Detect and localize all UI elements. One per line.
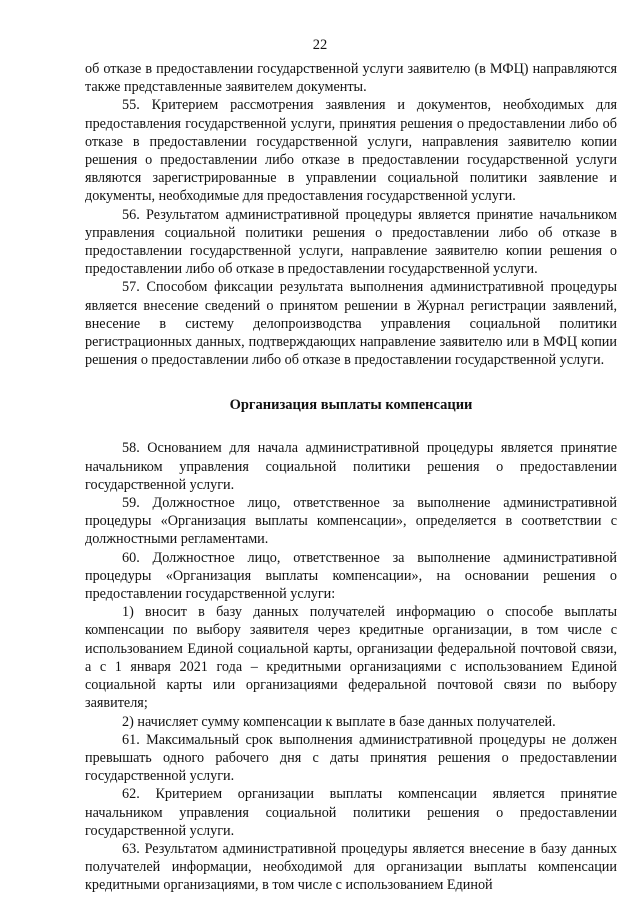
paragraph-57: 57. Способом фиксации результата выполнения административной процедуры является внесение сведений о принятом решении в Журнал регистрации заявлений, внесение в систему делопроизводства управления социальной политики регистрационных данных, подтверждающих направление заявителю или в МФЦ копии решения о предоставлении либо об отказе в предоставлении государственной услуги.	[85, 279, 617, 369]
paragraph-61: 61. Максимальный срок выполнения административной процедуры не должен превышать одного рабочего дня с даты принятия решения о предоставлении государственной услуги.	[85, 731, 617, 785]
paragraph-63: 63. Результатом административной процедуры является внесение в базу данных получателей информации, необходимой для организации выплаты компенсации кредитными организациями, в том числе с использованием Единой	[85, 840, 617, 894]
paragraph-62: 62. Критерием организации выплаты компенсации является принятие начальником управления социальной политики решения о предоставлении государственной услуги.	[85, 786, 617, 839]
paragraph-continuation: об отказе в предоставлении государственной услуги заявителю (в МФЦ) направляются также представленные заявителем документы.	[85, 61, 617, 96]
list-item-2: 2) начисляет сумму компенсации к выплате в базе данных получателей.	[122, 713, 556, 730]
list-item-1: 1) вносит в базу данных получателей информацию о способе выплаты компенсации по выбору заявителя через кредитные организации, в том числе с использованием Единой социальной карты, организации федеральной почтовой связи, а с 1 января 2021 года – кредитными организациями с использованием Единой социальной карты или организациями федеральной почтовой связи по выбору заявителя;	[85, 604, 617, 712]
paragraph-56: 56. Результатом административной процедуры является принятие начальником управления социальной политики решения о предоставлении либо об отказе в предоставлении государственной услуги, направление заявителю копии решения о предоставлении либо об отказе в предоставлении государственной услуги.	[85, 206, 617, 278]
paragraph-58: 58. Основанием для начала административной процедуры является принятие начальником управления социальной политики решения о предоставлении государственной услуги.	[85, 440, 617, 493]
paragraph-60: 60. Должностное лицо, ответственное за выполнение административной процедуры «Организация выплаты компенсации», на основании решения о предоставлении государственной услуги:	[85, 549, 617, 603]
document-body	[85, 60, 617, 895]
paragraph-55: 55. Критерием рассмотрения заявления и документов, необходимых для предоставления государственной услуги, принятия решения о предоставлении либо об отказе в предоставлении государственной услуги, направления заявителю копии решения о предоставлении либо отказе в предоставлении государственной услуги являются зарегистрированные в управлении социальной политики заявление и документы, необходимые для предоставления государственной услуги.	[85, 97, 617, 205]
page-number: 22	[312, 37, 328, 53]
paragraph-59: 59. Должностное лицо, ответственное за выполнение административной процедуры «Организация выплаты компенсации», определяется в соответствии с должностными регламентами.	[85, 495, 617, 548]
section-heading: Организация выплаты компенсации	[229, 397, 473, 414]
